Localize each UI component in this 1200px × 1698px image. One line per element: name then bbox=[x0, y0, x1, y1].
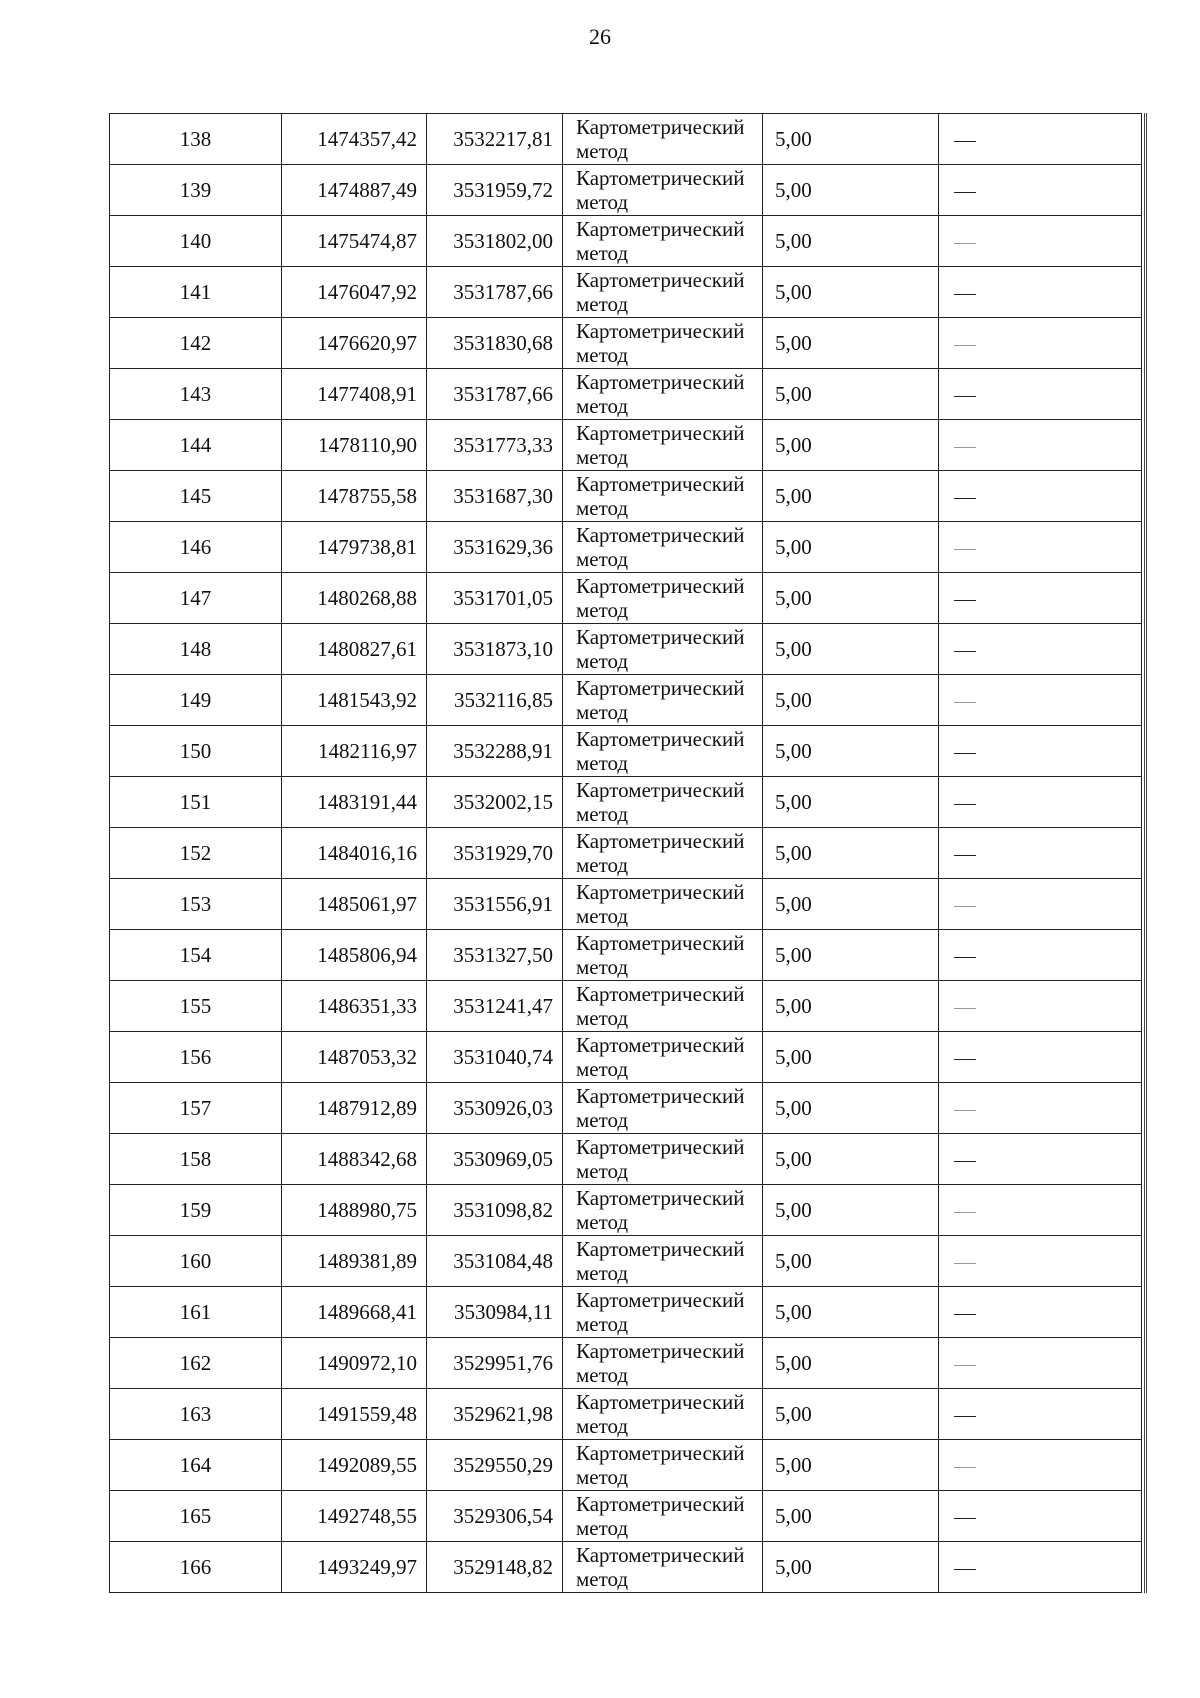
method-cell bbox=[563, 369, 763, 420]
dash-mark bbox=[954, 753, 976, 754]
y-coordinate-cell: 3531327,50 bbox=[427, 930, 563, 981]
point-number-cell: 163 bbox=[110, 1389, 282, 1440]
table-row bbox=[110, 1287, 1142, 1338]
accuracy-cell: 5,00 bbox=[763, 420, 939, 471]
description-cell bbox=[939, 471, 1142, 522]
method-line1: Картометрический bbox=[576, 574, 745, 598]
table-row bbox=[110, 1083, 1142, 1134]
x-coordinate-cell: 1476047,92 bbox=[282, 267, 427, 318]
accuracy-cell: 5,00 bbox=[763, 879, 939, 930]
dash-mark bbox=[954, 1365, 976, 1366]
accuracy-cell: 5,00 bbox=[763, 777, 939, 828]
point-number-cell: 150 bbox=[110, 726, 282, 777]
y-coordinate-cell: 3531098,82 bbox=[427, 1185, 563, 1236]
method-cell bbox=[563, 471, 763, 522]
dash-mark bbox=[954, 141, 976, 142]
method-cell bbox=[563, 522, 763, 573]
x-coordinate-cell: 1487912,89 bbox=[282, 1083, 427, 1134]
method-line1: Картометрический bbox=[576, 115, 745, 139]
table-row bbox=[110, 114, 1142, 165]
dash-mark bbox=[954, 498, 976, 499]
x-coordinate-cell: 1487053,32 bbox=[282, 1032, 427, 1083]
method-line1: Картометрический bbox=[576, 1441, 745, 1465]
method-line1: Картометрический bbox=[576, 778, 745, 802]
method-line2: метод bbox=[576, 1057, 629, 1081]
table-row bbox=[110, 624, 1142, 675]
accuracy-cell: 5,00 bbox=[763, 1389, 939, 1440]
point-number-cell: 149 bbox=[110, 675, 282, 726]
table-row bbox=[110, 1236, 1142, 1287]
x-coordinate-cell: 1478755,58 bbox=[282, 471, 427, 522]
method-cell bbox=[563, 1440, 763, 1491]
y-coordinate-cell: 3531873,10 bbox=[427, 624, 563, 675]
method-line1: Картометрический bbox=[576, 166, 745, 190]
method-line1: Картометрический bbox=[576, 880, 745, 904]
method-line2: метод bbox=[576, 496, 629, 520]
point-number-cell: 155 bbox=[110, 981, 282, 1032]
description-cell bbox=[939, 1338, 1142, 1389]
method-line2: метод bbox=[576, 139, 629, 163]
method-line2: метод bbox=[576, 853, 629, 877]
y-coordinate-cell: 3531556,91 bbox=[427, 879, 563, 930]
y-coordinate-cell: 3529148,82 bbox=[427, 1542, 563, 1593]
method-line2: метод bbox=[576, 649, 629, 673]
point-number-cell: 141 bbox=[110, 267, 282, 318]
method-cell bbox=[563, 1287, 763, 1338]
point-number-cell: 156 bbox=[110, 1032, 282, 1083]
dash-mark bbox=[954, 906, 976, 907]
table-body bbox=[110, 114, 1142, 1593]
method-cell bbox=[563, 420, 763, 471]
table-row bbox=[110, 1032, 1142, 1083]
description-cell bbox=[939, 726, 1142, 777]
method-line2: метод bbox=[576, 1567, 629, 1591]
y-coordinate-cell: 3530969,05 bbox=[427, 1134, 563, 1185]
y-coordinate-cell: 3531787,66 bbox=[427, 369, 563, 420]
dash-mark bbox=[954, 447, 976, 448]
method-line1: Картометрический bbox=[576, 523, 745, 547]
description-cell bbox=[939, 267, 1142, 318]
x-coordinate-cell: 1482116,97 bbox=[282, 726, 427, 777]
x-coordinate-cell: 1479738,81 bbox=[282, 522, 427, 573]
description-cell bbox=[939, 318, 1142, 369]
point-number-cell: 152 bbox=[110, 828, 282, 879]
description-cell bbox=[939, 828, 1142, 879]
dash-mark bbox=[954, 651, 976, 652]
description-cell bbox=[939, 165, 1142, 216]
method-cell bbox=[563, 1389, 763, 1440]
method-line1: Картометрический bbox=[576, 625, 745, 649]
table-row bbox=[110, 1440, 1142, 1491]
method-cell bbox=[563, 1236, 763, 1287]
accuracy-cell: 5,00 bbox=[763, 1134, 939, 1185]
method-cell bbox=[563, 624, 763, 675]
method-line2: метод bbox=[576, 1312, 629, 1336]
point-number-cell: 139 bbox=[110, 165, 282, 216]
method-line2: метод bbox=[576, 1465, 629, 1489]
method-line1: Картометрический bbox=[576, 1186, 745, 1210]
accuracy-cell: 5,00 bbox=[763, 1032, 939, 1083]
table-row bbox=[110, 1389, 1142, 1440]
y-coordinate-cell: 3531084,48 bbox=[427, 1236, 563, 1287]
point-number-cell: 162 bbox=[110, 1338, 282, 1389]
point-number-cell: 154 bbox=[110, 930, 282, 981]
method-line2: метод bbox=[576, 1516, 629, 1540]
description-cell bbox=[939, 675, 1142, 726]
x-coordinate-cell: 1486351,33 bbox=[282, 981, 427, 1032]
x-coordinate-cell: 1484016,16 bbox=[282, 828, 427, 879]
table-row bbox=[110, 216, 1142, 267]
method-cell bbox=[563, 726, 763, 777]
x-coordinate-cell: 1489381,89 bbox=[282, 1236, 427, 1287]
description-cell bbox=[939, 981, 1142, 1032]
method-cell bbox=[563, 777, 763, 828]
dash-mark bbox=[954, 192, 976, 193]
accuracy-cell: 5,00 bbox=[763, 369, 939, 420]
dash-mark bbox=[954, 1314, 976, 1315]
x-coordinate-cell: 1492089,55 bbox=[282, 1440, 427, 1491]
dash-mark bbox=[954, 1569, 976, 1570]
accuracy-cell: 5,00 bbox=[763, 1287, 939, 1338]
table-row bbox=[110, 828, 1142, 879]
x-coordinate-cell: 1483191,44 bbox=[282, 777, 427, 828]
method-cell bbox=[563, 267, 763, 318]
method-cell bbox=[563, 1491, 763, 1542]
point-number-cell: 147 bbox=[110, 573, 282, 624]
accuracy-cell: 5,00 bbox=[763, 726, 939, 777]
y-coordinate-cell: 3531787,66 bbox=[427, 267, 563, 318]
y-coordinate-cell: 3530926,03 bbox=[427, 1083, 563, 1134]
accuracy-cell: 5,00 bbox=[763, 981, 939, 1032]
x-coordinate-cell: 1485806,94 bbox=[282, 930, 427, 981]
y-coordinate-cell: 3531773,33 bbox=[427, 420, 563, 471]
table-row bbox=[110, 1491, 1142, 1542]
point-number-cell: 157 bbox=[110, 1083, 282, 1134]
description-cell bbox=[939, 1287, 1142, 1338]
accuracy-cell: 5,00 bbox=[763, 1542, 939, 1593]
method-line2: метод bbox=[576, 1210, 629, 1234]
point-number-cell: 153 bbox=[110, 879, 282, 930]
accuracy-cell: 5,00 bbox=[763, 1236, 939, 1287]
accuracy-cell: 5,00 bbox=[763, 573, 939, 624]
y-coordinate-cell: 3531241,47 bbox=[427, 981, 563, 1032]
method-line1: Картометрический bbox=[576, 1339, 745, 1363]
coordinates-table-container bbox=[109, 113, 1147, 1593]
method-cell bbox=[563, 879, 763, 930]
method-cell bbox=[563, 165, 763, 216]
description-cell bbox=[939, 624, 1142, 675]
table-row bbox=[110, 777, 1142, 828]
method-line2: метод bbox=[576, 241, 629, 265]
method-cell bbox=[563, 1338, 763, 1389]
x-coordinate-cell: 1481543,92 bbox=[282, 675, 427, 726]
method-line2: метод bbox=[576, 700, 629, 724]
description-cell bbox=[939, 1032, 1142, 1083]
x-coordinate-cell: 1476620,97 bbox=[282, 318, 427, 369]
y-coordinate-cell: 3531802,00 bbox=[427, 216, 563, 267]
dash-mark bbox=[954, 804, 976, 805]
method-line1: Картометрический bbox=[576, 268, 745, 292]
table-row bbox=[110, 318, 1142, 369]
page-number: 26 bbox=[589, 24, 611, 49]
x-coordinate-cell: 1490972,10 bbox=[282, 1338, 427, 1389]
description-cell bbox=[939, 1491, 1142, 1542]
method-line1: Картометрический bbox=[576, 1288, 745, 1312]
method-cell bbox=[563, 318, 763, 369]
description-cell bbox=[939, 930, 1142, 981]
accuracy-cell: 5,00 bbox=[763, 930, 939, 981]
method-line2: метод bbox=[576, 1108, 629, 1132]
y-coordinate-cell: 3529306,54 bbox=[427, 1491, 563, 1542]
method-cell bbox=[563, 114, 763, 165]
y-coordinate-cell: 3531701,05 bbox=[427, 573, 563, 624]
accuracy-cell: 5,00 bbox=[763, 1491, 939, 1542]
method-line2: метод bbox=[576, 1363, 629, 1387]
x-coordinate-cell: 1488980,75 bbox=[282, 1185, 427, 1236]
accuracy-cell: 5,00 bbox=[763, 318, 939, 369]
method-line2: метод bbox=[576, 547, 629, 571]
table-row bbox=[110, 471, 1142, 522]
y-coordinate-cell: 3532002,15 bbox=[427, 777, 563, 828]
y-coordinate-cell: 3532217,81 bbox=[427, 114, 563, 165]
description-cell bbox=[939, 879, 1142, 930]
y-coordinate-cell: 3529621,98 bbox=[427, 1389, 563, 1440]
accuracy-cell: 5,00 bbox=[763, 1338, 939, 1389]
method-line2: метод bbox=[576, 445, 629, 469]
method-line1: Картометрический bbox=[576, 1543, 745, 1567]
method-cell bbox=[563, 1542, 763, 1593]
x-coordinate-cell: 1491559,48 bbox=[282, 1389, 427, 1440]
description-cell bbox=[939, 522, 1142, 573]
y-coordinate-cell: 3531830,68 bbox=[427, 318, 563, 369]
method-cell bbox=[563, 216, 763, 267]
method-line1: Картометрический bbox=[576, 472, 745, 496]
description-cell bbox=[939, 777, 1142, 828]
table-row bbox=[110, 1185, 1142, 1236]
dash-mark bbox=[954, 1161, 976, 1162]
table-row bbox=[110, 165, 1142, 216]
point-number-cell: 161 bbox=[110, 1287, 282, 1338]
description-cell bbox=[939, 1134, 1142, 1185]
accuracy-cell: 5,00 bbox=[763, 471, 939, 522]
dash-mark bbox=[954, 600, 976, 601]
table-row bbox=[110, 1542, 1142, 1593]
point-number-cell: 164 bbox=[110, 1440, 282, 1491]
dash-mark bbox=[954, 243, 976, 244]
table-row bbox=[110, 1338, 1142, 1389]
method-line1: Картометрический bbox=[576, 982, 745, 1006]
y-coordinate-cell: 3531959,72 bbox=[427, 165, 563, 216]
method-line1: Картометрический bbox=[576, 1135, 745, 1159]
description-cell bbox=[939, 1542, 1142, 1593]
dash-mark bbox=[954, 396, 976, 397]
point-number-cell: 158 bbox=[110, 1134, 282, 1185]
dash-mark bbox=[954, 1518, 976, 1519]
method-line2: метод bbox=[576, 190, 629, 214]
x-coordinate-cell: 1492748,55 bbox=[282, 1491, 427, 1542]
x-coordinate-cell: 1474887,49 bbox=[282, 165, 427, 216]
point-number-cell: 159 bbox=[110, 1185, 282, 1236]
accuracy-cell: 5,00 bbox=[763, 828, 939, 879]
y-coordinate-cell: 3531929,70 bbox=[427, 828, 563, 879]
description-cell bbox=[939, 1440, 1142, 1491]
point-number-cell: 146 bbox=[110, 522, 282, 573]
method-line2: метод bbox=[576, 292, 629, 316]
y-coordinate-cell: 3530984,11 bbox=[427, 1287, 563, 1338]
dash-mark bbox=[954, 345, 976, 346]
x-coordinate-cell: 1475474,87 bbox=[282, 216, 427, 267]
point-number-cell: 148 bbox=[110, 624, 282, 675]
y-coordinate-cell: 3532288,91 bbox=[427, 726, 563, 777]
accuracy-cell: 5,00 bbox=[763, 267, 939, 318]
table-row bbox=[110, 522, 1142, 573]
description-cell bbox=[939, 114, 1142, 165]
dash-mark bbox=[954, 1212, 976, 1213]
table-row bbox=[110, 267, 1142, 318]
point-number-cell: 145 bbox=[110, 471, 282, 522]
method-line1: Картометрический bbox=[576, 319, 745, 343]
table-row bbox=[110, 726, 1142, 777]
y-coordinate-cell: 3529550,29 bbox=[427, 1440, 563, 1491]
accuracy-cell: 5,00 bbox=[763, 1440, 939, 1491]
method-line1: Картометрический bbox=[576, 1492, 745, 1516]
method-line1: Картометрический bbox=[576, 829, 745, 853]
method-line2: метод bbox=[576, 751, 629, 775]
dash-mark bbox=[954, 702, 976, 703]
table-row bbox=[110, 930, 1142, 981]
x-coordinate-cell: 1474357,42 bbox=[282, 114, 427, 165]
method-line2: метод bbox=[576, 1261, 629, 1285]
x-coordinate-cell: 1480268,88 bbox=[282, 573, 427, 624]
method-line2: метод bbox=[576, 904, 629, 928]
accuracy-cell: 5,00 bbox=[763, 522, 939, 573]
x-coordinate-cell: 1489668,41 bbox=[282, 1287, 427, 1338]
y-coordinate-cell: 3531687,30 bbox=[427, 471, 563, 522]
dash-mark bbox=[954, 855, 976, 856]
method-cell bbox=[563, 1032, 763, 1083]
method-cell bbox=[563, 981, 763, 1032]
accuracy-cell: 5,00 bbox=[763, 165, 939, 216]
method-line1: Картометрический bbox=[576, 1390, 745, 1414]
dash-mark bbox=[954, 1416, 976, 1417]
table-row bbox=[110, 675, 1142, 726]
dash-mark bbox=[954, 1110, 976, 1111]
description-cell bbox=[939, 369, 1142, 420]
dash-mark bbox=[954, 1008, 976, 1009]
method-cell bbox=[563, 930, 763, 981]
dash-mark bbox=[954, 1467, 976, 1468]
method-line1: Картометрический bbox=[576, 421, 745, 445]
point-number-cell: 151 bbox=[110, 777, 282, 828]
y-coordinate-cell: 3531040,74 bbox=[427, 1032, 563, 1083]
x-coordinate-cell: 1488342,68 bbox=[282, 1134, 427, 1185]
method-cell bbox=[563, 675, 763, 726]
table-row bbox=[110, 420, 1142, 471]
table-row bbox=[110, 1134, 1142, 1185]
point-number-cell: 142 bbox=[110, 318, 282, 369]
method-line2: метод bbox=[576, 394, 629, 418]
method-cell bbox=[563, 828, 763, 879]
method-cell bbox=[563, 1134, 763, 1185]
description-cell bbox=[939, 573, 1142, 624]
accuracy-cell: 5,00 bbox=[763, 216, 939, 267]
description-cell bbox=[939, 1389, 1142, 1440]
method-cell bbox=[563, 1185, 763, 1236]
accuracy-cell: 5,00 bbox=[763, 624, 939, 675]
accuracy-cell: 5,00 bbox=[763, 114, 939, 165]
method-line2: метод bbox=[576, 802, 629, 826]
point-number-cell: 144 bbox=[110, 420, 282, 471]
point-number-cell: 140 bbox=[110, 216, 282, 267]
method-cell bbox=[563, 573, 763, 624]
method-line2: метод bbox=[576, 1159, 629, 1183]
table-row bbox=[110, 369, 1142, 420]
method-line1: Картометрический bbox=[576, 931, 745, 955]
table-row bbox=[110, 981, 1142, 1032]
description-cell bbox=[939, 216, 1142, 267]
point-number-cell: 138 bbox=[110, 114, 282, 165]
dash-mark bbox=[954, 957, 976, 958]
method-line1: Картометрический bbox=[576, 1237, 745, 1261]
coordinates-table bbox=[109, 113, 1142, 1593]
dash-mark bbox=[954, 1263, 976, 1264]
x-coordinate-cell: 1477408,91 bbox=[282, 369, 427, 420]
table-row bbox=[110, 879, 1142, 930]
accuracy-cell: 5,00 bbox=[763, 1185, 939, 1236]
description-cell bbox=[939, 1185, 1142, 1236]
dash-mark bbox=[954, 1059, 976, 1060]
point-number-cell: 166 bbox=[110, 1542, 282, 1593]
method-line1: Картометрический bbox=[576, 1033, 745, 1057]
description-cell bbox=[939, 420, 1142, 471]
accuracy-cell: 5,00 bbox=[763, 675, 939, 726]
method-line2: метод bbox=[576, 343, 629, 367]
table-row bbox=[110, 573, 1142, 624]
method-cell bbox=[563, 1083, 763, 1134]
y-coordinate-cell: 3531629,36 bbox=[427, 522, 563, 573]
point-number-cell: 165 bbox=[110, 1491, 282, 1542]
description-cell bbox=[939, 1083, 1142, 1134]
method-line1: Картометрический bbox=[576, 727, 745, 751]
method-line1: Картометрический bbox=[576, 370, 745, 394]
x-coordinate-cell: 1493249,97 bbox=[282, 1542, 427, 1593]
x-coordinate-cell: 1480827,61 bbox=[282, 624, 427, 675]
method-line2: метод bbox=[576, 1006, 629, 1030]
method-line1: Картометрический bbox=[576, 676, 745, 700]
x-coordinate-cell: 1478110,90 bbox=[282, 420, 427, 471]
point-number-cell: 143 bbox=[110, 369, 282, 420]
dash-mark bbox=[954, 294, 976, 295]
accuracy-cell: 5,00 bbox=[763, 1083, 939, 1134]
method-line1: Картометрический bbox=[576, 1084, 745, 1108]
method-line2: метод bbox=[576, 1414, 629, 1438]
method-line1: Картометрический bbox=[576, 217, 745, 241]
dash-mark bbox=[954, 549, 976, 550]
method-line2: метод bbox=[576, 955, 629, 979]
description-cell bbox=[939, 1236, 1142, 1287]
x-coordinate-cell: 1485061,97 bbox=[282, 879, 427, 930]
point-number-cell: 160 bbox=[110, 1236, 282, 1287]
y-coordinate-cell: 3532116,85 bbox=[427, 675, 563, 726]
y-coordinate-cell: 3529951,76 bbox=[427, 1338, 563, 1389]
method-line2: метод bbox=[576, 598, 629, 622]
